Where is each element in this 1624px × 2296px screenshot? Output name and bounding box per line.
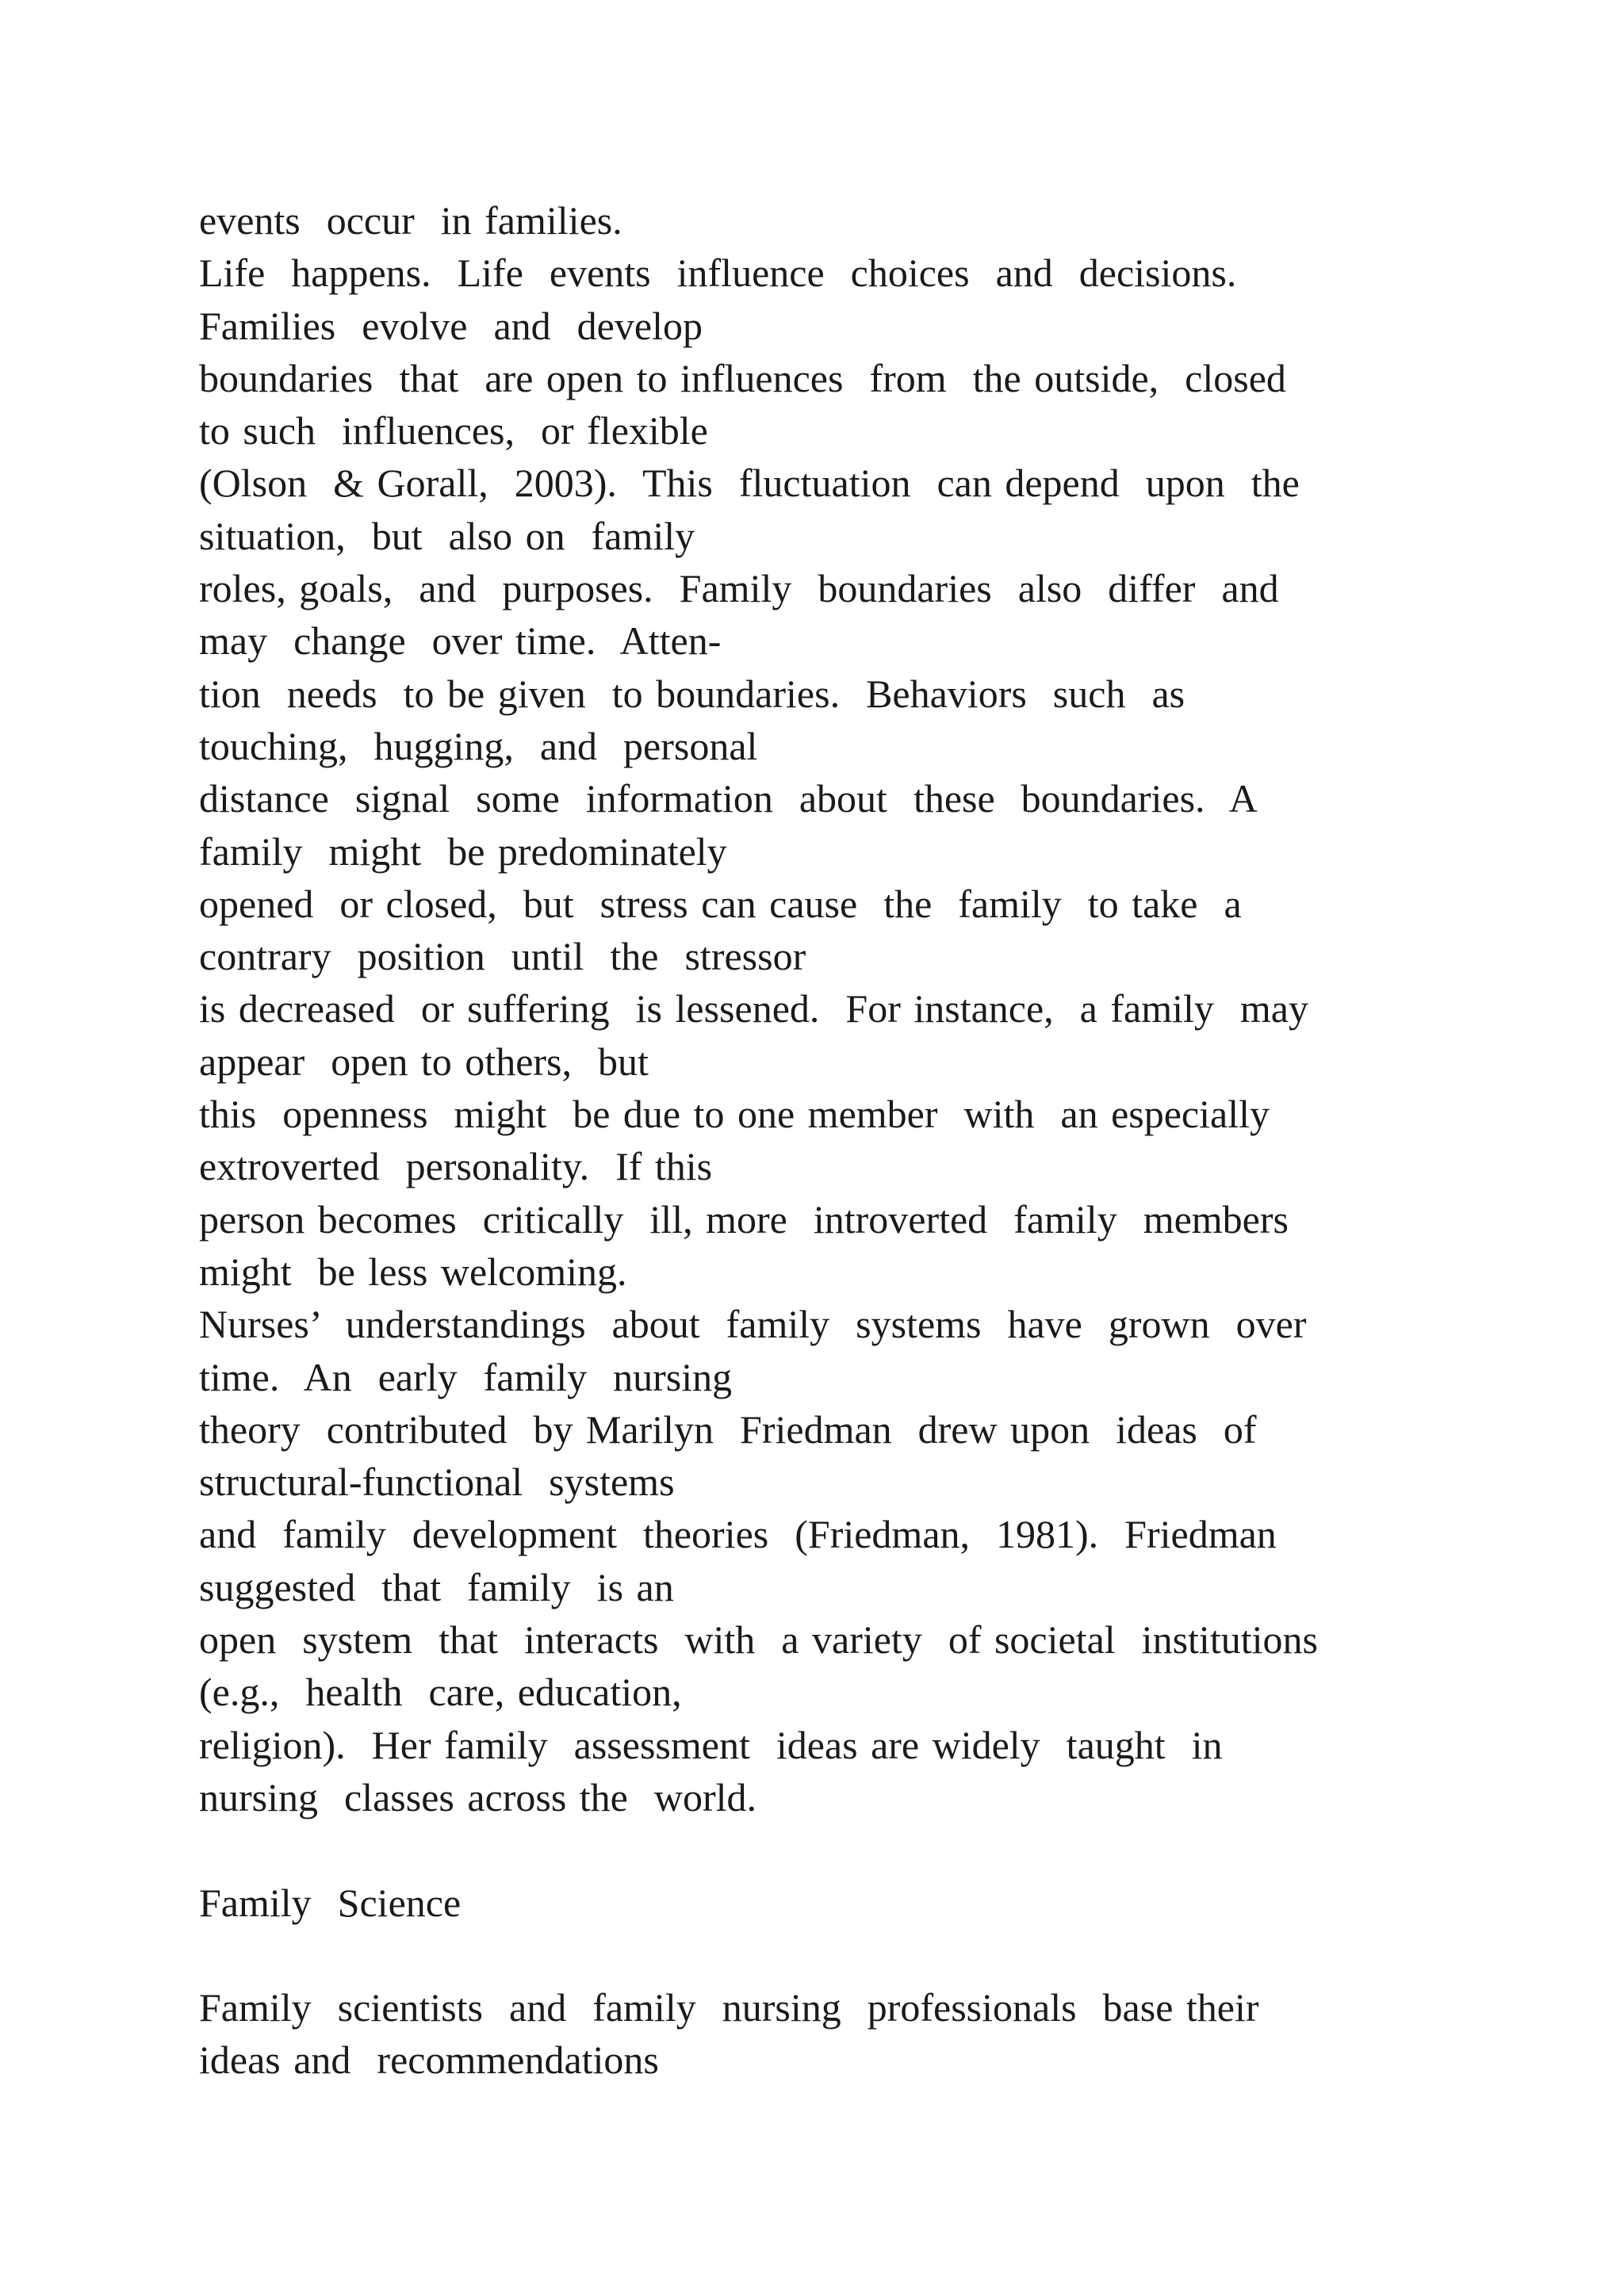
text-line: Life happens. Life events influence choices and decisions. (199, 251, 1237, 296)
section-heading: Family Science (199, 1880, 462, 1925)
text-line: roles, goals, and purposes. Family boundaries also differ and (199, 566, 1279, 611)
text-line: theory contributed by Marilyn Friedman drew upon ideas of (199, 1406, 1257, 1452)
text-line: might be less welcoming. (199, 1249, 627, 1294)
text-line: nursing classes across the world. (199, 1774, 757, 1820)
text-line: to such influences, or flexible (199, 408, 708, 453)
text-line: Family scientists and family nursing professionals base their (199, 1985, 1259, 2030)
text-line: ideas and recommendations (199, 2038, 659, 2083)
text-line: is decreased or suffering is lessened. For instance, a family may (199, 986, 1308, 1031)
text-line: may change over time. Atten- (199, 618, 722, 664)
text-line: appear open to others, but (199, 1039, 649, 1084)
text-line: Nurses’ understandings about family systems have grown over (199, 1302, 1307, 1347)
text-line: tion needs to be given to boundaries. Behaviors such as (199, 671, 1185, 716)
text-line: religion). Her family assessment ideas are widely taught in (199, 1722, 1223, 1767)
text-line: boundaries that are open to influences from the outside, closed (199, 355, 1286, 400)
blank-line (199, 1929, 1468, 1981)
text-line: Families evolve and develop (199, 303, 703, 348)
document-body (199, 194, 1468, 2087)
text-line: extroverted personality. If this (199, 1144, 713, 1189)
text-line: events occur in families. (199, 198, 622, 243)
text-line: open system that interacts with a variety of societal institutions (199, 1617, 1318, 1663)
text-line: family might be predominately (199, 828, 727, 874)
text-line: opened or closed, but stress can cause the family to take a (199, 881, 1242, 926)
text-line: time. An early family nursing (199, 1354, 733, 1399)
text-line: and family development theories (Friedman, 1981). Friedman (199, 1512, 1277, 1557)
text-line: this openness might be due to one member with an especially (199, 1092, 1270, 1137)
text-line: (e.g., health care, education, (199, 1670, 682, 1715)
text-line: touching, hugging, and personal (199, 723, 758, 768)
text-line: contrary position until the stressor (199, 934, 806, 979)
text-line: suggested that family is an (199, 1564, 674, 1609)
text-line: distance signal some information about these boundaries. A (199, 776, 1258, 821)
text-line: person becomes critically ill, more introverted family members (199, 1196, 1289, 1242)
text-line: (Olson & Gorall, 2003). This fluctuation can depend upon the (199, 461, 1300, 506)
text-line: structural-functional systems (199, 1460, 675, 1505)
blank-line (199, 1823, 1468, 1876)
text-line: situation, but also on family (199, 513, 695, 558)
